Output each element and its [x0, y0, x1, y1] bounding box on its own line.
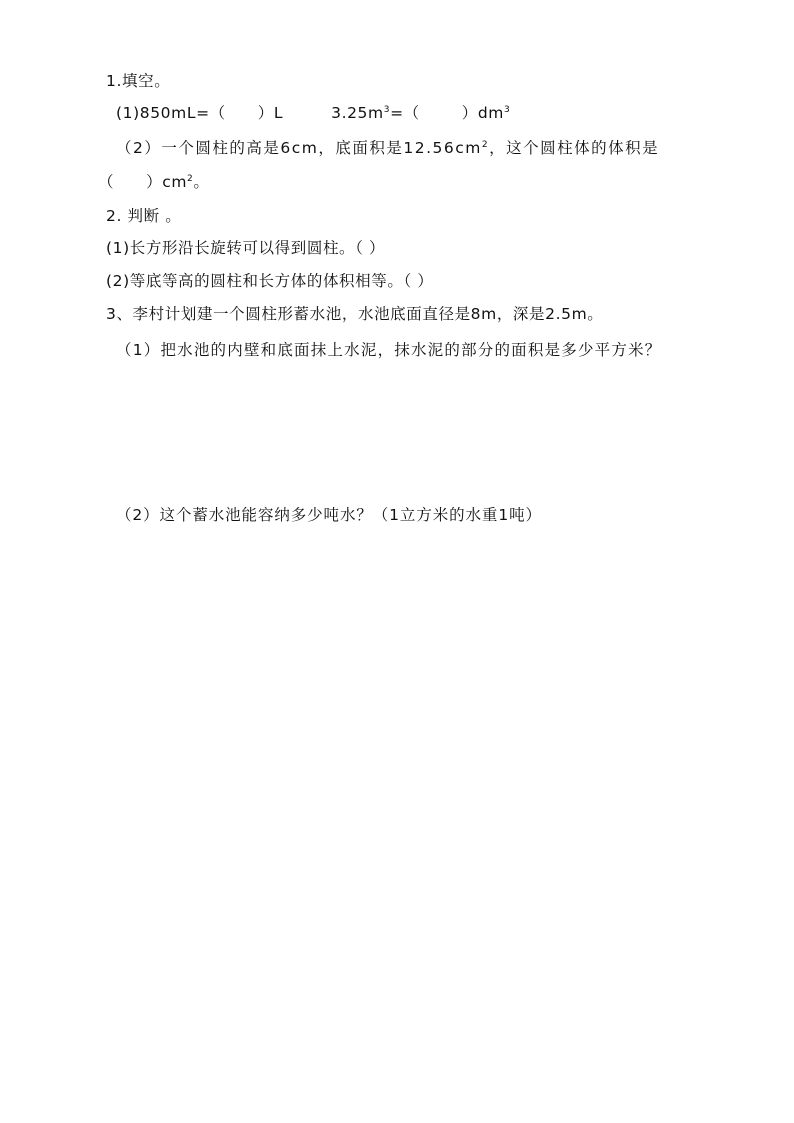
question-1-item-2-line-1 — [116, 138, 659, 158]
question-3-title: 3、李村计划建一个圆柱形蓄水池，水池底面直径是8m，深是2.5m。 — [106, 305, 604, 323]
q1-item2-line1-superscript: 2 — [481, 139, 490, 150]
q1-item2-line2-close: ）cm — [146, 173, 188, 191]
q1-item1-final-superscript: 3 — [504, 104, 511, 115]
q1-item1-prefix: (1)850mL=（ — [116, 104, 226, 122]
q1-item1-after-blank-2: ）dm — [461, 104, 504, 122]
q1-item2-line2-end: 。 — [193, 173, 210, 191]
question-3-item-2: （2）这个蓄水池能容纳多少吨水？（1立方米的水重1吨） — [116, 506, 542, 524]
question-1-item-2-line-2 — [98, 172, 209, 192]
q1-item2-line1-text: （2）一个圆柱的高是6cm，底面积是12.56cm — [116, 139, 482, 157]
q1-item1-second-value: 3.25m — [331, 104, 384, 122]
question-3-item-1: （1）把水池的内壁和底面抹上水泥，抹水泥的部分的面积是多少平方米？ — [116, 341, 662, 359]
question-2-item-2: (2)等底等高的圆柱和长方体的体积相等。（ ） — [106, 272, 434, 290]
q1-item2-line2-superscript: 2 — [187, 173, 194, 184]
q1-item1-equals: =（ — [390, 104, 420, 122]
question-1-title: 1.填空。 — [106, 72, 171, 90]
question-2-title: 2. 判断 。 — [106, 207, 182, 225]
q1-item1-after-blank-1: ）L — [257, 104, 284, 122]
q1-item1-second-superscript: 3 — [383, 104, 391, 115]
q1-item2-line2-open: （ — [98, 173, 115, 191]
question-2-item-1: (1)长方形沿长旋转可以得到圆柱。（ ） — [106, 239, 386, 257]
question-1-item-1 — [116, 103, 510, 123]
q1-item2-line1-end: ，这个圆柱体的体积是 — [489, 139, 660, 157]
